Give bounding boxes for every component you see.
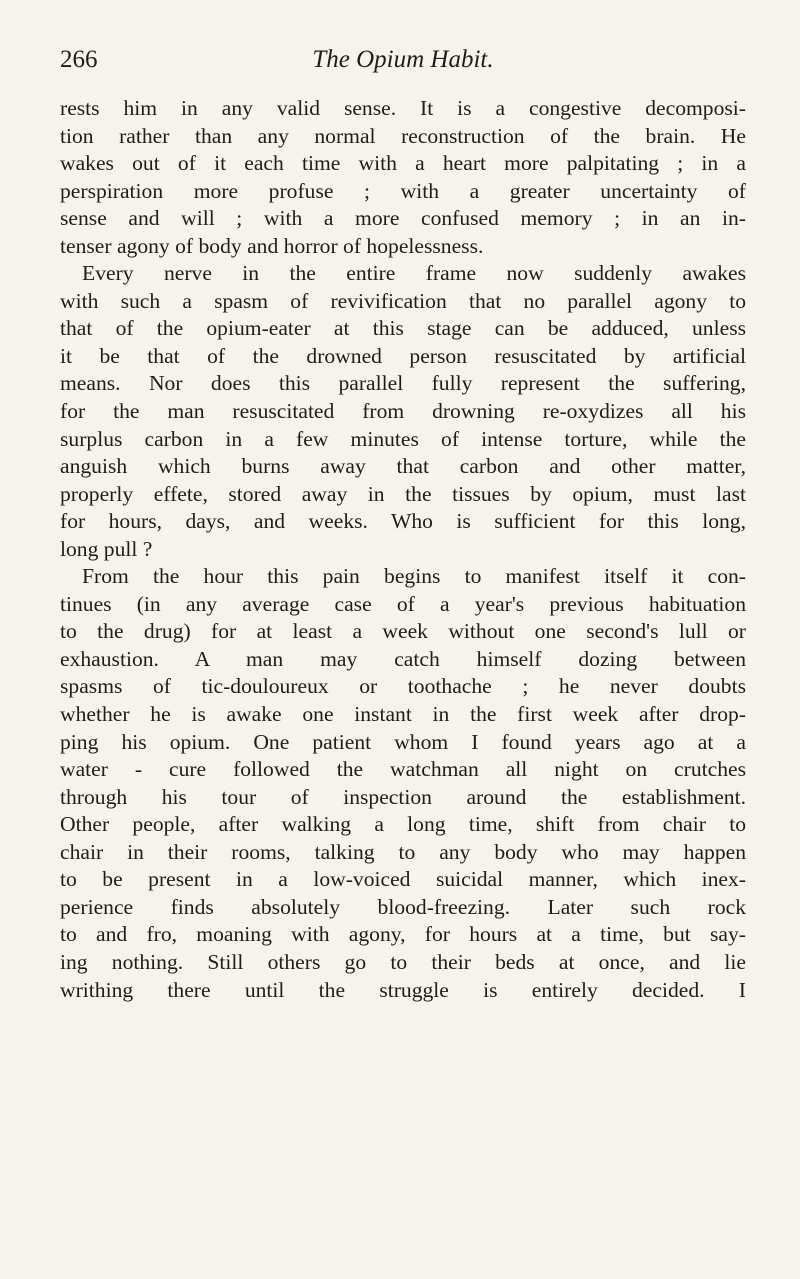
text-line: surplus carbon in a few minutes of intense torture, while the bbox=[60, 426, 746, 451]
running-title: The Opium Habit. bbox=[312, 46, 494, 73]
text-line: to and fro, moaning with agony, for hours at a time, but say- bbox=[60, 922, 746, 947]
text-line: with such a spasm of revivification that no parallel agony to bbox=[60, 288, 746, 313]
text-line: means. Nor does this parallel fully represent the suffering, bbox=[60, 371, 746, 396]
text-line: long pull ? bbox=[60, 536, 153, 561]
running-head bbox=[60, 46, 746, 78]
text-line: whether he is awake one instant in the first week after drop- bbox=[60, 702, 746, 727]
text-line: tinues (in any average case of a year's previous habituation bbox=[60, 591, 746, 616]
text-line: it be that of the drowned person resuscitated by artificial bbox=[60, 343, 746, 368]
text-line: Every nerve in the entire frame now suddenly awakes bbox=[82, 261, 746, 286]
text-line: that of the opium-eater at this stage can be adduced, unless bbox=[60, 316, 746, 341]
text-line: Other people, after walking a long time, shift from chair to bbox=[60, 812, 746, 837]
text-line: anguish which burns away that carbon and other matter, bbox=[60, 454, 746, 479]
text-line: From the hour this pain begins to manifest itself it con- bbox=[82, 564, 746, 589]
text-line: water - cure followed the watchman all night on crutches bbox=[60, 757, 746, 782]
text-line: chair in their rooms, talking to any body who may happen bbox=[60, 839, 746, 864]
page-number: 266 bbox=[60, 46, 98, 73]
text-line: writhing there until the struggle is entirely decided. I bbox=[60, 977, 746, 1002]
text-line: tenser agony of body and horror of hopelessness. bbox=[60, 233, 484, 258]
body-text bbox=[60, 95, 746, 1004]
text-line: to the drug) for at least a week without one second's lull or bbox=[60, 619, 746, 644]
text-line: spasms of tic-douloureux or toothache ; he never doubts bbox=[60, 674, 746, 699]
text-line: wakes out of it each time with a heart more palpitating ; in a bbox=[60, 151, 746, 176]
text-line: perspiration more profuse ; with a greater uncertainty of bbox=[60, 178, 746, 203]
text-line: properly effete, stored away in the tissues by opium, must last bbox=[60, 481, 746, 506]
text-line: for the man resuscitated from drowning re-oxydizes all his bbox=[60, 399, 746, 424]
text-line: for hours, days, and weeks. Who is sufficient for this long, bbox=[60, 509, 746, 534]
text-line: through his tour of inspection around the establishment. bbox=[60, 784, 746, 809]
text-line: perience finds absolutely blood-freezing. Later such rock bbox=[60, 894, 746, 919]
text-line: tion rather than any normal reconstruction of the brain. He bbox=[60, 123, 746, 148]
text-line: ing nothing. Still others go to their beds at once, and lie bbox=[60, 949, 746, 974]
text-line: to be present in a low-voiced suicidal manner, which inex- bbox=[60, 867, 746, 892]
text-line: sense and will ; with a more confused memory ; in an in- bbox=[60, 206, 746, 231]
text-line: ping his opium. One patient whom I found years ago at a bbox=[60, 729, 746, 754]
text-line: exhaustion. A man may catch himself dozing between bbox=[60, 646, 746, 671]
text-line: rests him in any valid sense. It is a congestive decomposi- bbox=[60, 96, 746, 120]
